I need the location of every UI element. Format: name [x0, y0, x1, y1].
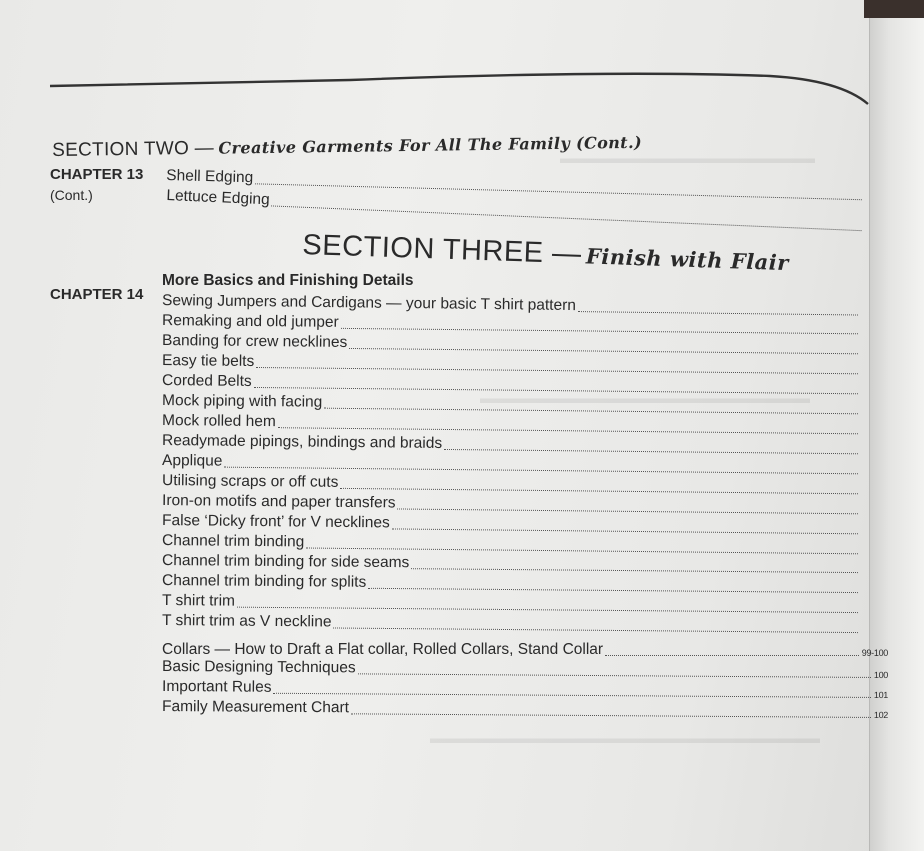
toc-entry-title: Important Rules: [162, 678, 272, 696]
toc-entry-page: 99-100: [861, 648, 888, 658]
toc-entry-title: Channel trim binding for splits: [162, 572, 367, 591]
toc-entry-title: Shell Edging: [166, 167, 254, 187]
toc-entry-title: Applique: [162, 452, 223, 470]
toc-entry-page: 101: [873, 689, 889, 701]
chapter-13-label: CHAPTER 13: [50, 166, 144, 183]
book-cover-corner: [864, 0, 924, 18]
section-three-subtitle: Finish with Flair: [585, 243, 790, 276]
toc-entry-title: T shirt trim: [162, 592, 236, 610]
chapter-13-cont-label: (Cont.): [50, 187, 93, 203]
toc-entry-title: Collars — How to Draft a Flat collar, Rolled Collars, Stand Collar: [162, 641, 604, 658]
show-through-text: ▬▬▬▬▬▬▬▬▬▬▬▬▬▬▬▬▬▬▬▬▬▬▬▬▬▬: [430, 730, 820, 747]
chapter-14-title-row: [162, 268, 442, 290]
toc-entry-title: Banding for crew necklines: [162, 332, 348, 351]
toc-entry-page: 102: [873, 709, 889, 721]
toc-entry-title: Channel trim binding for side seams: [162, 552, 410, 572]
chapter-14-title: More Basics and Finishing Details: [162, 272, 414, 289]
toc-entry-page: 100: [873, 669, 889, 681]
toc-entry-title: Lettuce Edging: [166, 187, 271, 209]
toc-entry: [162, 694, 888, 721]
toc-entry-title: T shirt trim as V neckline: [162, 612, 332, 631]
toc-entry-title: Readymade pipings, bindings and braids: [162, 432, 443, 452]
toc-entry-title: Corded Belts: [162, 372, 252, 390]
toc-entry-title: False ‘Dicky front’ for V necklines: [162, 512, 390, 532]
dot-leader: [605, 654, 859, 656]
section-three-label: SECTION THREE —: [301, 229, 583, 271]
toc-entry-title: Basic Designing Techniques: [162, 658, 356, 677]
toc-entry-title: Iron-on motifs and paper transfers: [162, 492, 396, 512]
toc-entry-title: Mock piping with facing: [162, 392, 323, 411]
toc-entry-title: Sewing Jumpers and Cardigans — your basic T shirt pattern: [162, 292, 577, 315]
toc-entry-title: Remaking and old jumper: [162, 312, 339, 331]
dot-leader: [333, 626, 858, 633]
show-through-text: ▬▬▬▬▬▬▬▬▬▬▬▬▬▬▬▬▬: [560, 150, 815, 167]
section-two-label: SECTION TWO —: [52, 137, 215, 161]
toc-entry-title: Channel trim binding: [162, 532, 305, 551]
dot-leader: [271, 204, 861, 231]
adjacent-page-edge: [869, 0, 924, 851]
toc-entry-title: Easy tie belts: [162, 352, 255, 370]
section-two-subtitle: Creative Garments For All The Family (Cont.): [218, 132, 643, 158]
toc-entry-title: Mock rolled hem: [162, 412, 276, 431]
show-through-text: ▬▬▬▬▬▬▬▬▬▬▬▬▬▬▬▬▬▬▬▬▬▬: [480, 390, 810, 407]
toc-entry-title: Family Measurement Chart: [162, 698, 350, 717]
toc-entry-title: Utilising scraps or off cuts: [162, 472, 339, 491]
dot-leader: [351, 712, 871, 718]
chapter-14-label: CHAPTER 14: [50, 286, 144, 303]
